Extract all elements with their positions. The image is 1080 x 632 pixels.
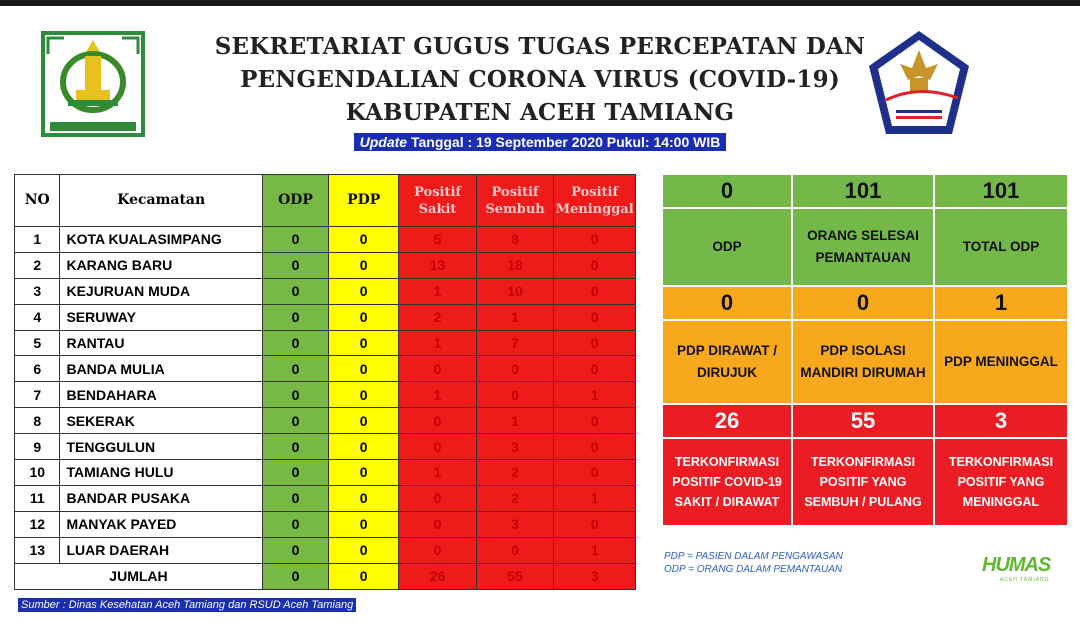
total-pdp: 0 bbox=[329, 563, 399, 589]
row-odp: 0 bbox=[262, 511, 328, 537]
table-row bbox=[15, 537, 636, 563]
row-sembuh: 10 bbox=[476, 278, 553, 304]
header-kecamatan: Kecamatan bbox=[60, 175, 263, 227]
row-pdp: 0 bbox=[329, 330, 399, 356]
row-meninggal: 0 bbox=[554, 304, 636, 330]
row-pdp: 0 bbox=[329, 408, 399, 434]
row-no: 4 bbox=[15, 304, 60, 330]
summary-row-positif-values bbox=[662, 404, 1068, 438]
row-odp: 0 bbox=[262, 460, 328, 486]
row-sakit: 0 bbox=[399, 511, 476, 537]
row-no: 12 bbox=[15, 511, 60, 537]
summary-positif-sembuh-value: 55 bbox=[792, 404, 934, 438]
row-sembuh: 0 bbox=[476, 382, 553, 408]
row-kecamatan: BANDA MULIA bbox=[60, 356, 263, 382]
humas-logo: HUMAS bbox=[982, 554, 1051, 576]
table-row bbox=[15, 434, 636, 460]
row-sembuh: 0 bbox=[476, 356, 553, 382]
row-pdp: 0 bbox=[329, 434, 399, 460]
row-kecamatan: KARANG BARU bbox=[60, 252, 263, 278]
row-sakit: 0 bbox=[399, 485, 476, 511]
row-sakit: 1 bbox=[399, 460, 476, 486]
total-sakit: 26 bbox=[399, 563, 476, 589]
row-meninggal: 1 bbox=[554, 537, 636, 563]
summary-selesai-value: 101 bbox=[792, 174, 934, 208]
row-odp: 0 bbox=[262, 356, 328, 382]
row-sembuh: 7 bbox=[476, 330, 553, 356]
row-no: 7 bbox=[15, 382, 60, 408]
row-kecamatan: SEKERAK bbox=[60, 408, 263, 434]
row-sakit: 0 bbox=[399, 408, 476, 434]
row-kecamatan: RANTAU bbox=[60, 330, 263, 356]
total-meninggal: 3 bbox=[554, 563, 636, 589]
humas-logo-subtitle: ACEH TAMIANG bbox=[1000, 577, 1050, 583]
table-row bbox=[15, 252, 636, 278]
row-meninggal: 0 bbox=[554, 356, 636, 382]
row-kecamatan: BENDAHARA bbox=[60, 382, 263, 408]
kecamatan-table bbox=[14, 174, 636, 590]
row-sembuh: 3 bbox=[476, 511, 553, 537]
row-pdp: 0 bbox=[329, 227, 399, 253]
row-odp: 0 bbox=[262, 537, 328, 563]
summary-positif-sembuh-label: TERKONFIRMASI POSITIF YANG SEMBUH / PULANG bbox=[792, 438, 934, 526]
summary-pdp-meninggal-value: 1 bbox=[934, 286, 1068, 320]
row-kecamatan: TAMIANG HULU bbox=[60, 460, 263, 486]
row-odp: 0 bbox=[262, 304, 328, 330]
row-no: 8 bbox=[15, 408, 60, 434]
row-kecamatan: MANYAK PAYED bbox=[60, 511, 263, 537]
row-pdp: 0 bbox=[329, 356, 399, 382]
table-row bbox=[15, 460, 636, 486]
row-sembuh: 2 bbox=[476, 485, 553, 511]
summary-row-odp-values bbox=[662, 174, 1068, 208]
summary-odp-value: 0 bbox=[662, 174, 792, 208]
row-kecamatan: LUAR DAERAH bbox=[60, 537, 263, 563]
summary-pdp-isolasi-label: PDP ISOLASI MANDIRI DIRUMAH bbox=[792, 320, 934, 404]
row-meninggal: 0 bbox=[554, 278, 636, 304]
row-sembuh: 2 bbox=[476, 460, 553, 486]
table-row bbox=[15, 227, 636, 253]
row-no: 11 bbox=[15, 485, 60, 511]
row-meninggal: 0 bbox=[554, 460, 636, 486]
summary-total-odp-label: TOTAL ODP bbox=[934, 208, 1068, 286]
header-line-1: SEKRETARIAT GUGUS TUGAS PERCEPATAN DAN bbox=[214, 33, 866, 60]
row-no: 6 bbox=[15, 356, 60, 382]
row-no: 3 bbox=[15, 278, 60, 304]
header-no: NO bbox=[15, 175, 60, 227]
update-label: Update bbox=[359, 134, 408, 150]
row-odp: 0 bbox=[262, 382, 328, 408]
summary-row-odp-labels bbox=[662, 208, 1068, 286]
header-line-3: KABUPATEN ACEH TAMIANG bbox=[345, 99, 735, 126]
row-meninggal: 1 bbox=[554, 485, 636, 511]
row-pdp: 0 bbox=[329, 537, 399, 563]
row-pdp: 0 bbox=[329, 460, 399, 486]
row-no: 2 bbox=[15, 252, 60, 278]
row-pdp: 0 bbox=[329, 382, 399, 408]
summary-positif-sakit-value: 26 bbox=[662, 404, 792, 438]
row-sakit: 1 bbox=[399, 382, 476, 408]
row-pdp: 0 bbox=[329, 278, 399, 304]
row-meninggal: 0 bbox=[554, 227, 636, 253]
header-line-2: PENGENDALIAN CORONA VIRUS (COVID-19) bbox=[240, 66, 840, 93]
total-label-text: JUMLAH bbox=[109, 568, 168, 585]
table-row bbox=[15, 408, 636, 434]
row-meninggal: 0 bbox=[554, 252, 636, 278]
header-odp: ODP bbox=[262, 175, 328, 227]
summary-pdp-dirawat-label: PDP DIRAWAT / DIRUJUK bbox=[662, 320, 792, 404]
summary-pdp-dirawat-value: 0 bbox=[662, 286, 792, 320]
row-meninggal: 0 bbox=[554, 434, 636, 460]
row-sembuh: 8 bbox=[476, 227, 553, 253]
row-odp: 0 bbox=[262, 434, 328, 460]
table-row bbox=[15, 278, 636, 304]
row-pdp: 0 bbox=[329, 304, 399, 330]
legend-pdp: PDP = PASIEN DALAM PENGAWASAN bbox=[664, 551, 843, 562]
row-kecamatan: TENGGULUN bbox=[60, 434, 263, 460]
row-meninggal: 1 bbox=[554, 382, 636, 408]
row-sembuh: 3 bbox=[476, 434, 553, 460]
summary-positif-meninggal-label: TERKONFIRMASI POSITIF YANG MENINGGAL bbox=[934, 438, 1068, 526]
table-row bbox=[15, 304, 636, 330]
table-total-row bbox=[15, 563, 636, 589]
summary-selesai-label: ORANG SELESAI PEMANTAUAN bbox=[792, 208, 934, 286]
header-positif-meninggal: Positif Meninggal bbox=[554, 175, 636, 227]
row-meninggal: 0 bbox=[554, 408, 636, 434]
table-row bbox=[15, 511, 636, 537]
row-sembuh: 1 bbox=[476, 408, 553, 434]
aceh-tamiang-emblem-logo bbox=[40, 30, 146, 138]
summary-panel bbox=[662, 174, 1068, 526]
summary-row-pdp-values bbox=[662, 286, 1068, 320]
summary-positif-sakit-label: TERKONFIRMASI POSITIF COVID-19 SAKIT / DIRAWAT bbox=[662, 438, 792, 526]
row-no: 10 bbox=[15, 460, 60, 486]
row-sakit: 0 bbox=[399, 356, 476, 382]
row-kecamatan: BANDAR PUSAKA bbox=[60, 485, 263, 511]
row-kecamatan: KEJURUAN MUDA bbox=[60, 278, 263, 304]
row-meninggal: 0 bbox=[554, 330, 636, 356]
total-label bbox=[15, 563, 263, 589]
row-pdp: 0 bbox=[329, 485, 399, 511]
summary-positif-meninggal-value: 3 bbox=[934, 404, 1068, 438]
row-sakit: 0 bbox=[399, 537, 476, 563]
update-date: Tanggal : 19 September 2020 Pukul: 14:00 WIB bbox=[407, 134, 721, 150]
summary-row-pdp-labels bbox=[662, 320, 1068, 404]
row-sembuh: 0 bbox=[476, 537, 553, 563]
row-no: 13 bbox=[15, 537, 60, 563]
table-header-row bbox=[15, 175, 636, 227]
row-sakit: 5 bbox=[399, 227, 476, 253]
table-row bbox=[15, 330, 636, 356]
row-pdp: 0 bbox=[329, 252, 399, 278]
header bbox=[180, 30, 900, 152]
source-note: Sumber : Dinas Kesehatan Aceh Tamiang dan RSUD Aceh Tamiang bbox=[18, 598, 356, 612]
row-sakit: 13 bbox=[399, 252, 476, 278]
summary-pdp-isolasi-value: 0 bbox=[792, 286, 934, 320]
row-sembuh: 18 bbox=[476, 252, 553, 278]
summary-odp-label: ODP bbox=[662, 208, 792, 286]
row-odp: 0 bbox=[262, 278, 328, 304]
row-sakit: 2 bbox=[399, 304, 476, 330]
row-odp: 0 bbox=[262, 330, 328, 356]
row-odp: 0 bbox=[262, 408, 328, 434]
row-sembuh: 1 bbox=[476, 304, 553, 330]
table-row bbox=[15, 485, 636, 511]
row-no: 1 bbox=[15, 227, 60, 253]
summary-pdp-meninggal-label: PDP MENINGGAL bbox=[934, 320, 1068, 404]
total-odp: 0 bbox=[262, 563, 328, 589]
top-border bbox=[0, 0, 1080, 6]
row-odp: 0 bbox=[262, 227, 328, 253]
update-timestamp bbox=[354, 133, 727, 151]
row-odp: 0 bbox=[262, 485, 328, 511]
header-pdp: PDP bbox=[329, 175, 399, 227]
row-pdp: 0 bbox=[329, 511, 399, 537]
abbreviation-legend bbox=[664, 550, 843, 576]
row-sakit: 1 bbox=[399, 330, 476, 356]
row-odp: 0 bbox=[262, 252, 328, 278]
summary-row-positif-labels bbox=[662, 438, 1068, 526]
summary-total-odp-value: 101 bbox=[934, 174, 1068, 208]
row-kecamatan: SERUWAY bbox=[60, 304, 263, 330]
table-row bbox=[15, 382, 636, 408]
row-no: 5 bbox=[15, 330, 60, 356]
total-sembuh: 55 bbox=[476, 563, 553, 589]
row-meninggal: 0 bbox=[554, 511, 636, 537]
row-kecamatan: KOTA KUALASIMPANG bbox=[60, 227, 263, 253]
header-positif-sakit: Positif Sakit bbox=[399, 175, 476, 227]
header-positif-sembuh: Positif Sembuh bbox=[476, 175, 553, 227]
row-sakit: 1 bbox=[399, 278, 476, 304]
row-no: 9 bbox=[15, 434, 60, 460]
table-row bbox=[15, 356, 636, 382]
legend-odp: ODP = ORANG DALAM PEMANTAUAN bbox=[664, 564, 843, 575]
row-sakit: 0 bbox=[399, 434, 476, 460]
